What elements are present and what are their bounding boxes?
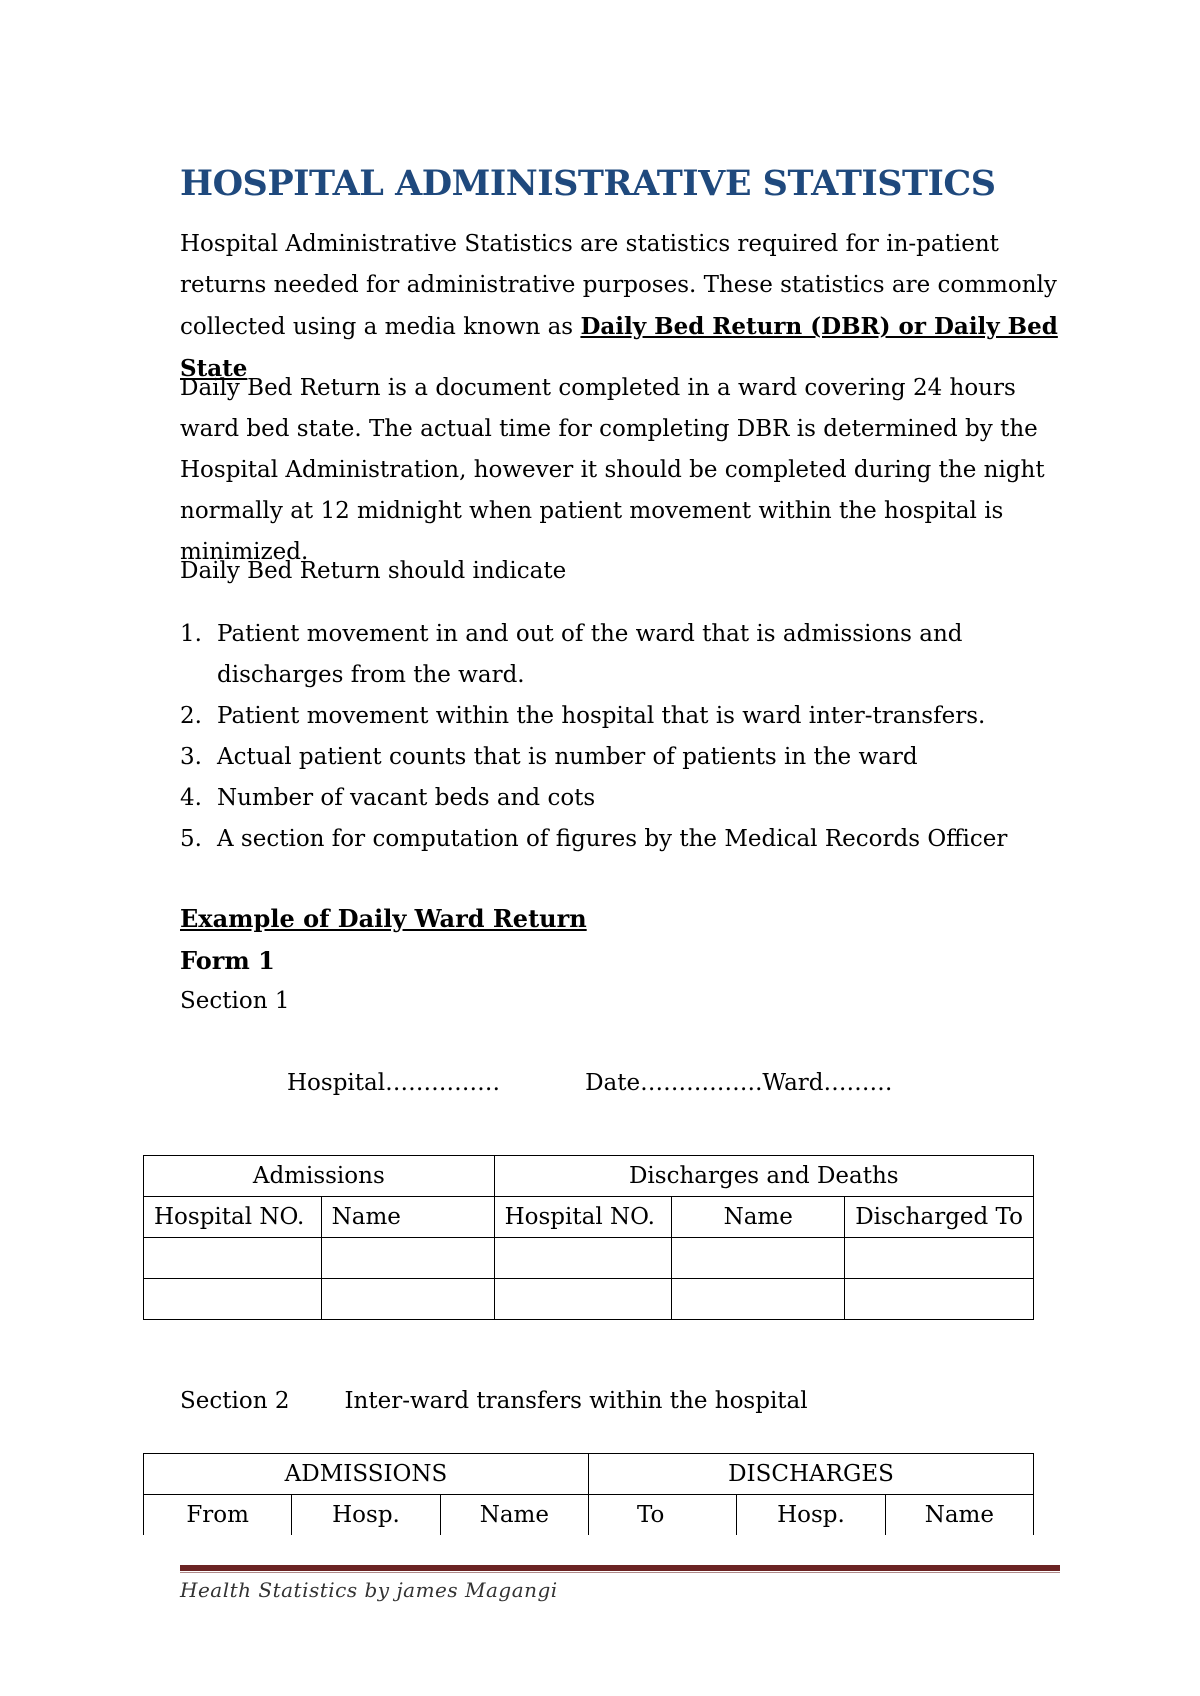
date-ward-field: Date…………….Ward……… (585, 1070, 893, 1096)
table-row (144, 1279, 1034, 1320)
col-discharged-to: Discharged To (845, 1197, 1034, 1238)
hospital-field: Hospital…………… (287, 1070, 501, 1096)
table-cell (845, 1238, 1034, 1279)
col-name: Name (885, 1495, 1033, 1536)
col-to: To (588, 1495, 736, 1536)
table-cell (494, 1279, 672, 1320)
table-cell (672, 1279, 845, 1320)
group-admissions: Admissions (144, 1156, 495, 1197)
table-cell (321, 1238, 494, 1279)
footer-divider (180, 1565, 1060, 1571)
dbr-paragraph: Daily Bed Return is a document completed in a ward covering 24 hours ward bed state. The actual time for completing DBR is determined by the Hospital Administration, however it should be completed during the night normally at 12 midnight when patient movement within the hospital is minimized. (180, 375, 1045, 565)
intro-paragraph (180, 224, 1080, 390)
col-name: Name (321, 1197, 494, 1238)
group-discharges-deaths: Discharges and Deaths (494, 1156, 1033, 1197)
list-item: 4. Number of vacant beds and cots (180, 785, 596, 811)
footer-text: Health Statistics by james Magangi (180, 1578, 558, 1602)
inter-ward-transfers-table (143, 1453, 1034, 1535)
col-hospital-no: Hospital NO. (144, 1197, 322, 1238)
list-item: 1. Patient movement in and out of the ward that is admissions and discharges from the ward. (180, 621, 963, 688)
table-cell (321, 1279, 494, 1320)
col-hosp: Hosp. (292, 1495, 440, 1536)
section2-title: Inter-ward transfers within the hospital (344, 1388, 808, 1414)
col-from: From (144, 1495, 292, 1536)
table-row (144, 1238, 1034, 1279)
indicate-list (180, 614, 1060, 860)
list-item: 5. A section for computation of figures by the Medical Records Officer (180, 826, 1008, 852)
col-hospital-no: Hospital NO. (494, 1197, 672, 1238)
admissions-discharges-table (143, 1155, 1034, 1320)
table-cell (494, 1238, 672, 1279)
table-cell (144, 1279, 322, 1320)
intro-text: Hospital Administrative Statistics are statistics required for in-patient returns needed for administrative purposes. These statistics are commonly collected using a media known as (180, 231, 1057, 340)
section2-label: Section 2 (180, 1388, 290, 1414)
footer-divider-thin (180, 1572, 1060, 1573)
table-cell (144, 1238, 322, 1279)
example-heading: Example of Daily Ward Return (180, 904, 587, 933)
col-hosp: Hosp. (737, 1495, 885, 1536)
table-cell (845, 1279, 1034, 1320)
form-label: Form 1 (180, 946, 275, 975)
list-item: 3. Actual patient counts that is number of patients in the ward (180, 744, 918, 770)
header-fields (287, 1070, 893, 1096)
section2-heading (180, 1388, 808, 1414)
page-title: HOSPITAL ADMINISTRATIVE STATISTICS (180, 163, 996, 204)
group-discharges: DISCHARGES (588, 1454, 1033, 1495)
table-cell (672, 1238, 845, 1279)
list-item: 2. Patient movement within the hospital that is ward inter-transfers. (180, 703, 986, 729)
intro-emphasis: Daily Bed Return (DBR) or Daily Bed State (180, 313, 1058, 382)
group-admissions: ADMISSIONS (144, 1454, 589, 1495)
col-name: Name (672, 1197, 845, 1238)
indicate-lead: Daily Bed Return should indicate (180, 558, 567, 584)
col-name: Name (440, 1495, 588, 1536)
section1-label: Section 1 (180, 988, 290, 1014)
